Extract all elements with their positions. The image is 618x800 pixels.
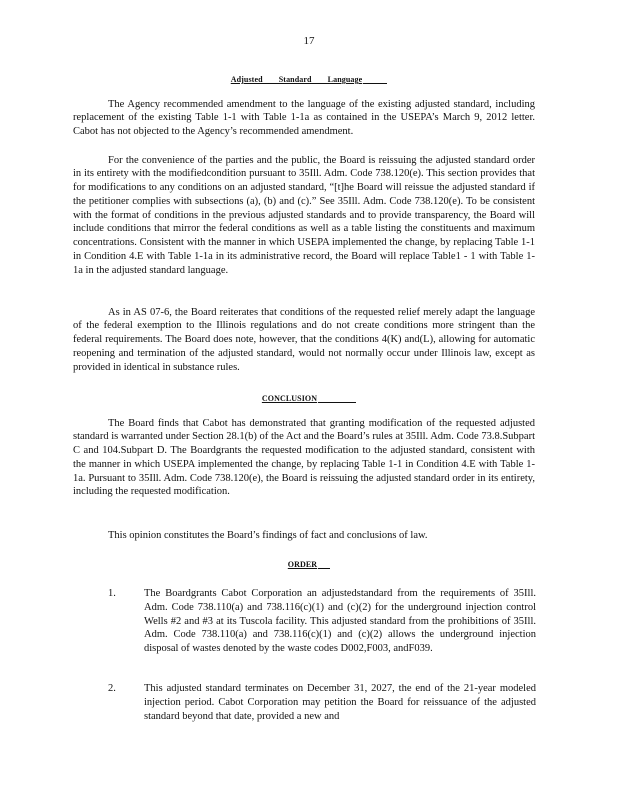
paragraph-reissuing-order: For the convenience of the parties and the public, the Board is reissuing the adjusted standard order in its entirety with the modifiedcondition pursuant to 35Ill. Adm. Code 738.120(e). This section provides that for modifications to any conditions on an adjusted standard, “[t]he Board will reissue the adjusted standard if the petitioner complies with subsections (a), (b) and (c).” See 35Ill. Adm. Code 738.120(e). To be consistent with the format of conditions in the previous adjusted standards and to provide transparency, the Board will include conditions that mirror the federal conditions as well as a table listing the constituents and maximum concentrations. Consistent with the manner in which USEPA implemented the change, by replacing Table 1-1 in Condition 4.E with Table 1-1a in its administrative record, the Board will replace Table1 - 1 with Table 1-1a in the adjusted standard language. [73, 154, 535, 276]
paragraph-opinion: This opinion constitutes the Board’s findings of fact and conclusions of law. [108, 529, 428, 541]
order-heading [0, 560, 618, 569]
paragraph-agency-recommendation: The Agency recommended amendment to the language of the existing adjusted standard, including replacement of the existing Table 1-1 with Table 1-1a as contained in the USEPA’s March 9, 2012 letter. Cabot has not objected to the Agency’s recommended amendment. [73, 98, 535, 138]
paragraph-as-07-6: As in AS 07-6, the Board reiterates that conditions of the requested relief merely adapt the language of the federal exemption to the Illinois regulations and do not create conditions more stringent than the federal requirements. The Board does note, however, that the conditions 4(K) and(L), allowing for automatic reopening and termination of the adjusted standard, would not normally occur under Illinois law, except as provided in identical in substance rules. [73, 306, 535, 373]
adjusted-standard-heading [0, 75, 618, 84]
adjusted-standard-heading-text: Adjusted Standard Language [230, 75, 363, 84]
order-item-text: The Boardgrants Cabot Corporation an adjustedstandard from the requirements of 35Ill. Adm. Code 738.110(a) and 738.116(c)(1) and (c)(2) for the underground injection control Wells #2 and #3 at its Tuscola facility. This adjusted standard from the prohibitions of 35Ill. Adm. Code 738.110(a) and 738.116(c)(1) and (c)(2) allows the underground injection disposal of wastes denoted by the waste codes D002,F003, andF039. [144, 588, 536, 655]
order-item-number: 2. [108, 683, 116, 694]
order-heading-text: ORDER [287, 560, 318, 569]
paragraph-board-finds: The Board finds that Cabot has demonstrated that granting modification of the requested adjusted standard is warranted under Section 28.1(b) of the Act and the Board’s rules at 35Ill. Adm. Code 73.8.Subpart C and 104.Subpart D. The Boardgrants the requested modification to the adjusted standard, consistent with the manner in which USEPA implemented the change, by replacing Table 1-1 in Condition 4.E with Table 1-1a. Pursuant to 35Ill. Adm. Code 738.120(e), the Board is reissuing the adjusted standard order in its entirety, including the requested modification. [73, 417, 535, 498]
order-item-text: This adjusted standard terminates on December 31, 2027, the end of the 21-year modeled injection period. Cabot Corporation may petition the Board for reissuance of the adjusted standard beyond that date, provided a new and [144, 683, 536, 722]
order-item-number: 1. [108, 588, 116, 599]
page-number: 17 [303, 35, 315, 47]
conclusion-heading-text: CONCLUSION [261, 394, 318, 403]
conclusion-heading [0, 394, 618, 403]
